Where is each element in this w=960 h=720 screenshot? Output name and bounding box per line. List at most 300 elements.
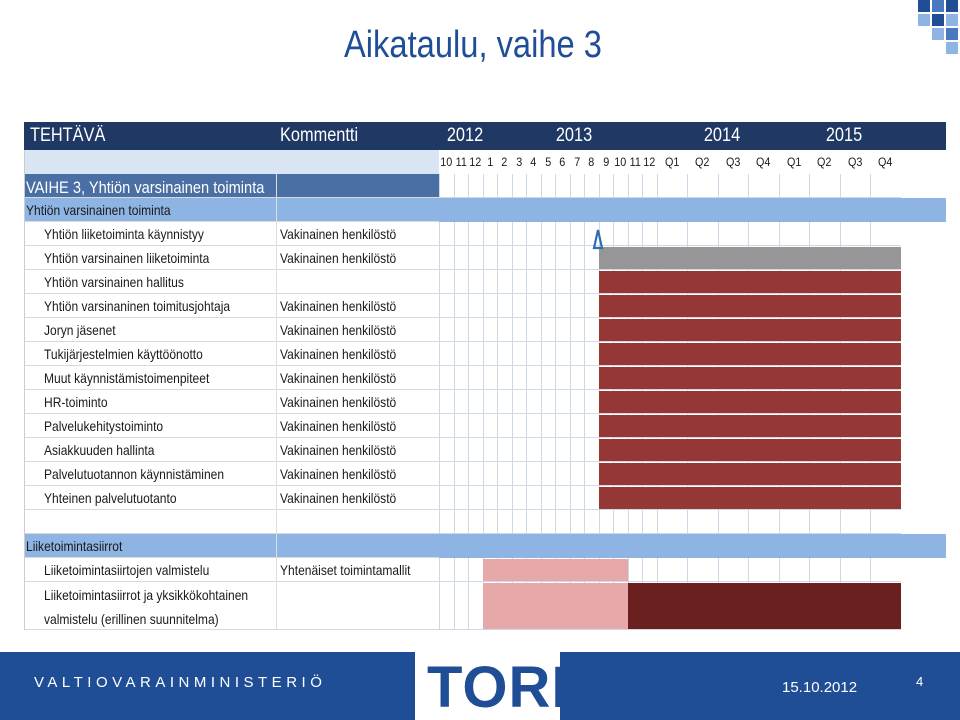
timeline-cell — [613, 510, 628, 534]
subheader-band — [24, 150, 439, 174]
milestone-marker-icon — [592, 228, 604, 250]
task-label: Liiketoimintasiirrot — [26, 538, 123, 554]
timeline-cell — [512, 366, 527, 390]
timeline-cell — [809, 510, 840, 534]
period-label: 5 — [544, 155, 551, 169]
timeline-cell — [718, 174, 749, 198]
timeline-cell — [779, 510, 810, 534]
task-comment: Vakinainen henkilöstö — [280, 418, 397, 434]
timeline-cell — [541, 462, 556, 486]
timeline-cell — [584, 270, 599, 294]
period-label: 10 — [614, 155, 627, 169]
task-label: Liiketoimintasiirtojen valmistelu — [44, 562, 210, 578]
period-label: 1 — [486, 155, 493, 169]
task-label: Palvelukehitystoiminto — [44, 418, 164, 434]
year-header-2014: 2014 — [703, 125, 740, 146]
gantt-bar — [599, 367, 901, 389]
gantt-bar — [599, 391, 901, 413]
row-divider — [24, 341, 439, 342]
timeline-cell — [483, 414, 498, 438]
timeline-cell — [570, 246, 585, 270]
timeline-cell — [497, 174, 512, 198]
task-comment: Vakinainen henkilöstö — [280, 490, 397, 506]
tori-logo — [415, 652, 569, 720]
timeline-cell — [570, 438, 585, 462]
timeline-cell — [497, 414, 512, 438]
period-label: 3 — [515, 155, 522, 169]
row-divider — [24, 269, 439, 270]
timeline-cell — [454, 558, 469, 582]
timeline-cell — [468, 510, 483, 534]
task-label: Joryn jäsenet — [44, 322, 116, 338]
timeline-cell — [584, 462, 599, 486]
timeline-cell — [840, 510, 871, 534]
timeline-cell — [439, 510, 454, 534]
task-comment: Vakinainen henkilöstö — [280, 370, 397, 386]
timeline-cell — [512, 438, 527, 462]
timeline-cell — [584, 486, 599, 510]
timeline-cell — [570, 222, 585, 246]
timeline-cell — [526, 294, 541, 318]
timeline-cell — [555, 270, 570, 294]
section-row-bg — [24, 534, 946, 558]
year-header-2015: 2015 — [825, 125, 862, 146]
gantt-chart — [24, 122, 946, 634]
timeline-cell — [468, 294, 483, 318]
timeline-cell — [870, 174, 901, 198]
task-label: Yhteinen palvelutuotanto — [44, 490, 177, 506]
timeline-cell — [483, 486, 498, 510]
year-header-2012: 2012 — [446, 125, 483, 146]
timeline-cell — [439, 342, 454, 366]
timeline-cell — [468, 342, 483, 366]
timeline-cell — [870, 222, 901, 246]
timeline-cell — [628, 510, 643, 534]
timeline-cell — [468, 582, 483, 630]
gantt-bar — [599, 487, 901, 509]
timeline-cell — [584, 342, 599, 366]
timeline-cell — [512, 270, 527, 294]
row-divider — [24, 365, 439, 366]
period-label: Q3 — [725, 155, 740, 169]
slide-title: Aikataulu, vaihe 3 — [344, 24, 602, 66]
gantt-bar — [483, 559, 628, 581]
timeline-cell — [497, 270, 512, 294]
timeline-cell — [454, 438, 469, 462]
timeline-cell — [497, 246, 512, 270]
timeline-cell — [454, 390, 469, 414]
period-label: Q2 — [817, 155, 832, 169]
timeline-cell — [555, 222, 570, 246]
gantt-bar — [599, 463, 901, 485]
timeline-cell — [570, 174, 585, 198]
timeline-cell — [512, 510, 527, 534]
task-label: Liiketoimintasiirrot ja yksikkökohtainen — [44, 587, 249, 603]
timeline-cell — [454, 294, 469, 318]
timeline-cell — [526, 366, 541, 390]
timeline-cell — [870, 558, 901, 582]
timeline-cell — [468, 414, 483, 438]
timeline-cell — [779, 174, 810, 198]
timeline-cell — [439, 438, 454, 462]
timeline-cell — [439, 246, 454, 270]
row-divider — [24, 293, 439, 294]
timeline-cell — [483, 462, 498, 486]
timeline-cell — [454, 318, 469, 342]
timeline-cell — [570, 390, 585, 414]
timeline-cell — [439, 558, 454, 582]
timeline-cell — [718, 558, 749, 582]
timeline-cell — [541, 390, 556, 414]
row-divider — [24, 245, 439, 246]
task-comment: Vakinainen henkilöstö — [280, 394, 397, 410]
timeline-cell — [439, 486, 454, 510]
timeline-cell — [497, 390, 512, 414]
timeline-cell — [468, 558, 483, 582]
timeline-cell — [526, 462, 541, 486]
gantt-bar — [599, 343, 901, 365]
timeline-cell — [526, 270, 541, 294]
gantt-bar — [599, 247, 901, 269]
timeline-cell — [555, 486, 570, 510]
task-comment: Vakinainen henkilöstö — [280, 298, 397, 314]
timeline-cell — [779, 558, 810, 582]
timeline-cell — [541, 318, 556, 342]
row-divider — [24, 437, 439, 438]
period-label: 12 — [643, 155, 656, 169]
timeline-cell — [628, 222, 643, 246]
timeline-cell — [687, 510, 718, 534]
timeline-cell — [454, 486, 469, 510]
timeline-cell — [454, 246, 469, 270]
timeline-cell — [642, 510, 657, 534]
timeline-cell — [584, 318, 599, 342]
task-label: VAIHE 3, Yhtiön varsinainen toiminta — [26, 178, 265, 197]
task-label: HR-toiminto — [44, 394, 108, 410]
timeline-cell — [512, 174, 527, 198]
footer-org-name: VALTIOVARAINMINISTERIÖ — [34, 674, 327, 691]
table-left-border — [24, 150, 25, 630]
period-label: 6 — [559, 155, 566, 169]
timeline-cell — [483, 390, 498, 414]
timeline-cell — [468, 246, 483, 270]
timeline-cell — [541, 342, 556, 366]
tori-logo-text: TORI — [427, 655, 569, 720]
timeline-cell — [526, 342, 541, 366]
task-column-header: TEHTÄVÄ — [30, 125, 106, 146]
timeline-cell — [718, 222, 749, 246]
period-label: 2 — [501, 155, 508, 169]
timeline-cell — [840, 222, 871, 246]
timeline-cell — [512, 462, 527, 486]
timeline-cell — [570, 510, 585, 534]
page-number: 4 — [916, 674, 924, 689]
period-label: Q4 — [878, 155, 893, 169]
task-comment: Vakinainen henkilöstö — [280, 250, 397, 266]
timeline-cell — [584, 438, 599, 462]
timeline-cell — [526, 510, 541, 534]
period-label: 7 — [573, 155, 580, 169]
timeline-cell — [512, 342, 527, 366]
timeline-cell — [497, 318, 512, 342]
timeline-cell — [628, 174, 643, 198]
timeline-cell — [497, 342, 512, 366]
timeline-cell — [570, 342, 585, 366]
task-label: Yhtiön varsinainen hallitus — [44, 274, 184, 290]
period-label: Q3 — [847, 155, 862, 169]
timeline-cell — [454, 270, 469, 294]
timeline-cell — [439, 366, 454, 390]
timeline-cell — [497, 486, 512, 510]
timeline-cell — [468, 174, 483, 198]
timeline-cell — [657, 510, 688, 534]
timeline-cell — [555, 318, 570, 342]
timeline-cell — [748, 222, 779, 246]
timeline-cell — [497, 462, 512, 486]
column-divider — [276, 174, 277, 630]
timeline-cell — [809, 174, 840, 198]
timeline-cell — [483, 294, 498, 318]
task-comment: Vakinainen henkilöstö — [280, 442, 397, 458]
timeline-cell — [483, 246, 498, 270]
row-divider — [24, 485, 439, 486]
timeline-cell — [454, 582, 469, 630]
footer — [0, 652, 960, 720]
timeline-cell — [541, 270, 556, 294]
timeline-cell — [497, 438, 512, 462]
year-header-2013: 2013 — [555, 125, 592, 146]
task-label: Muut käynnistämistoimenpiteet — [44, 370, 210, 386]
timeline-cell — [570, 486, 585, 510]
timeline-cell — [809, 222, 840, 246]
timeline-cell — [555, 462, 570, 486]
task-label: Asiakkuuden hallinta — [44, 442, 155, 458]
timeline-cell — [439, 582, 454, 630]
timeline-cell — [570, 366, 585, 390]
timeline-cell — [555, 366, 570, 390]
timeline-cell — [454, 414, 469, 438]
timeline-cell — [483, 438, 498, 462]
timeline-cell — [497, 510, 512, 534]
row-divider — [24, 509, 439, 510]
row-divider — [24, 581, 439, 582]
row-divider — [24, 413, 439, 414]
timeline-cell — [718, 510, 749, 534]
timeline-cell — [748, 174, 779, 198]
gantt-bar — [483, 583, 628, 629]
timeline-cell — [555, 414, 570, 438]
timeline-cell — [512, 414, 527, 438]
timeline-cell — [570, 294, 585, 318]
period-label: 11 — [455, 155, 467, 169]
task-comment: Vakinainen henkilöstö — [280, 346, 397, 362]
timeline-cell — [454, 342, 469, 366]
timeline-cell — [584, 414, 599, 438]
timeline-cell — [541, 294, 556, 318]
timeline-cell — [468, 366, 483, 390]
timeline-cell — [512, 318, 527, 342]
row-divider — [24, 389, 439, 390]
timeline-cell — [570, 318, 585, 342]
timeline-cell — [468, 222, 483, 246]
timeline-cell — [454, 462, 469, 486]
gantt-bar — [599, 271, 901, 293]
timeline-cell — [555, 438, 570, 462]
timeline-cell — [748, 510, 779, 534]
timeline-cell — [497, 366, 512, 390]
timeline-cell — [526, 174, 541, 198]
timeline-cell — [555, 510, 570, 534]
timeline-cell — [555, 174, 570, 198]
timeline-cell — [468, 318, 483, 342]
row-divider — [24, 221, 439, 222]
task-comment: Vakinainen henkilöstö — [280, 322, 397, 338]
timeline-cell — [599, 174, 614, 198]
gantt-bar — [628, 583, 901, 629]
timeline-cell — [468, 438, 483, 462]
timeline-cell — [570, 270, 585, 294]
gantt-bar — [599, 319, 901, 341]
comment-column-header: Kommentti — [280, 125, 359, 146]
timeline-cell — [541, 222, 556, 246]
timeline-cell — [483, 270, 498, 294]
timeline-cell — [657, 174, 688, 198]
timeline-cell — [512, 486, 527, 510]
timeline-cell — [483, 174, 498, 198]
period-label: 10 — [440, 155, 453, 169]
timeline-cell — [483, 342, 498, 366]
row-divider — [24, 557, 439, 558]
task-comment: Vakinainen henkilöstö — [280, 226, 397, 242]
timeline-cell — [870, 510, 901, 534]
timeline-cell — [483, 318, 498, 342]
timeline-cell — [439, 414, 454, 438]
timeline-cell — [642, 222, 657, 246]
timeline-cell — [584, 174, 599, 198]
period-label: Q2 — [695, 155, 710, 169]
timeline-cell — [687, 222, 718, 246]
timeline-cell — [642, 174, 657, 198]
timeline-cell — [642, 558, 657, 582]
timeline-cell — [541, 366, 556, 390]
timeline-cell — [779, 222, 810, 246]
timeline-cell — [439, 462, 454, 486]
logo-blocks-icon — [916, 0, 960, 60]
timeline-cell — [468, 462, 483, 486]
timeline-cell — [840, 174, 871, 198]
gantt-bar — [599, 415, 901, 437]
timeline-cell — [526, 318, 541, 342]
timeline-cell — [541, 510, 556, 534]
task-comment: Yhtenäiset toimintamallit — [280, 562, 411, 578]
timeline-cell — [599, 510, 614, 534]
timeline-cell — [584, 510, 599, 534]
timeline-cell — [454, 222, 469, 246]
timeline-cell — [570, 462, 585, 486]
period-label: 11 — [629, 155, 641, 169]
timeline-cell — [657, 558, 688, 582]
timeline-cell — [454, 366, 469, 390]
timeline-cell — [748, 558, 779, 582]
timeline-cell — [584, 390, 599, 414]
timeline-cell — [483, 366, 498, 390]
task-label: Palvelutuotannon käynnistäminen — [44, 466, 225, 482]
timeline-cell — [454, 510, 469, 534]
timeline-cell — [483, 510, 498, 534]
timeline-cell — [555, 294, 570, 318]
timeline-cell — [512, 390, 527, 414]
timeline-cell — [570, 414, 585, 438]
timeline-cell — [439, 294, 454, 318]
task-label: Yhtiön liiketoiminta käynnistyy — [44, 226, 204, 242]
timeline-cell — [657, 222, 688, 246]
timeline-cell — [468, 486, 483, 510]
timeline-cell — [497, 294, 512, 318]
task-label: Yhtiön varsinainen liiketoiminta — [44, 250, 210, 266]
row-divider — [24, 629, 439, 630]
timeline-cell — [439, 270, 454, 294]
period-label: Q1 — [786, 155, 801, 169]
timeline-cell — [526, 246, 541, 270]
task-label: Tukijärjestelmien käyttöönotto — [44, 346, 203, 362]
timeline-cell — [687, 174, 718, 198]
timeline-cell — [526, 390, 541, 414]
timeline-cell — [497, 222, 512, 246]
period-label: 8 — [588, 155, 595, 169]
timeline-cell — [541, 486, 556, 510]
timeline-cell — [613, 174, 628, 198]
task-comment: Vakinainen henkilöstö — [280, 466, 397, 482]
timeline-cell — [613, 222, 628, 246]
timeline-cell — [840, 558, 871, 582]
timeline-cell — [555, 342, 570, 366]
timeline-cell — [512, 246, 527, 270]
timeline-cell — [439, 174, 454, 198]
timeline-cell — [454, 174, 469, 198]
timeline-cell — [628, 558, 643, 582]
timeline-cell — [584, 294, 599, 318]
timeline-cell — [439, 318, 454, 342]
timeline-cell — [439, 390, 454, 414]
task-label-line2: valmistelu (erillinen suunnitelma) — [44, 611, 219, 627]
timeline-cell — [468, 390, 483, 414]
period-label: Q4 — [756, 155, 771, 169]
task-label: Yhtiön varsinaninen toimitusjohtaja — [44, 298, 231, 314]
timeline-cell — [584, 366, 599, 390]
gantt-bar — [599, 295, 901, 317]
timeline-cell — [468, 270, 483, 294]
period-label: Q1 — [664, 155, 679, 169]
timeline-cell — [526, 222, 541, 246]
period-label: 12 — [469, 155, 482, 169]
timeline-cell — [541, 438, 556, 462]
period-label: 4 — [530, 155, 537, 169]
gantt-bar — [599, 439, 901, 461]
timeline-cell — [541, 414, 556, 438]
timeline-cell — [526, 414, 541, 438]
timeline-cell — [526, 438, 541, 462]
timeline-cell — [526, 486, 541, 510]
task-label: Yhtiön varsinainen toiminta — [26, 202, 171, 218]
timeline-cell — [687, 558, 718, 582]
timeline-cell — [512, 294, 527, 318]
timeline-cell — [541, 246, 556, 270]
row-divider — [24, 317, 439, 318]
footer-date: 15.10.2012 — [782, 679, 858, 696]
period-label: 9 — [602, 155, 609, 169]
timeline-cell — [512, 222, 527, 246]
timeline-cell — [809, 558, 840, 582]
